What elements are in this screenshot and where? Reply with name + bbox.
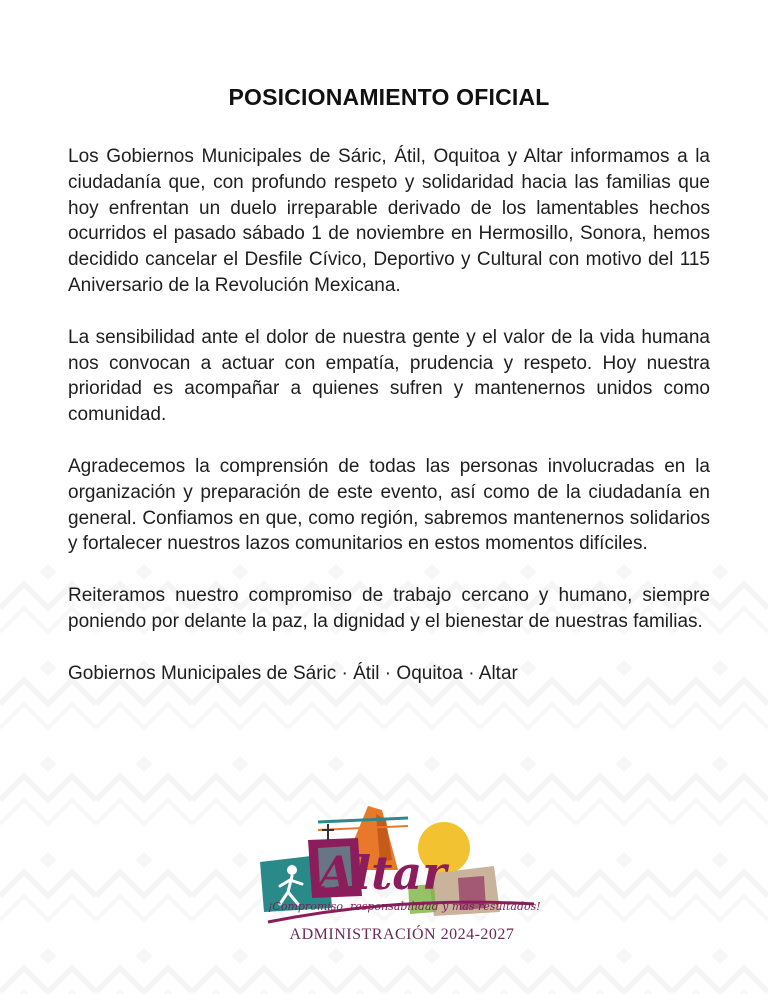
document-title: POSICIONAMIENTO OFICIAL bbox=[228, 84, 550, 110]
paragraph-3: Agradecemos la comprensión de todas las personas involucradas en la organización y preparación de este evento, así como de la ciudadanía en general. Confiamos en que, como región, sabremos mantenernos solidarios y fortalecer nuestros lazos comunitarios en estos momentos difíciles. bbox=[68, 455, 710, 555]
paragraph-2: La sensibilidad ante el dolor de nuestra gente y el valor de la vida humana nos convocan a actuar con empatía, prudencia y respeto. Hoy nuestra prioridad es acompañar a quienes sufren y mantenernos unidos como comunidad. bbox=[68, 326, 710, 426]
administration-label: ADMINISTRACIÓN 2024-2027 bbox=[289, 926, 515, 943]
logo-wordmark: Altar bbox=[318, 846, 447, 900]
paragraph-1: Los Gobiernos Municipales de Sáric, Átil, Oquitoa y Altar informamos a la ciudadanía que, con profundo respeto y solidaridad hacia las familias que hoy enfrentan un duelo irreparable derivado de los lamentables hechos ocurridos el pasado sábado 1 de noviembre en Hermosillo, Sonora, hemos decidido cancelar el Desfile Cívico, Deportivo y Cultural con motivo del 115 Aniversario de la Revolución Mexicana. bbox=[68, 146, 710, 296]
signature: Gobiernos Municipales de Sáric · Átil · Oquitoa · Altar bbox=[68, 662, 518, 684]
document-body bbox=[68, 84, 710, 713]
logo-slogan: ¡Compromiso, responsabilidad y más resultados! bbox=[268, 900, 541, 913]
paragraph-4: Reiteramos nuestro compromiso de trabajo cercano y humano, siempre poniendo por delante la paz, la dignidad y el bienestar de nuestras familias. bbox=[68, 585, 710, 632]
